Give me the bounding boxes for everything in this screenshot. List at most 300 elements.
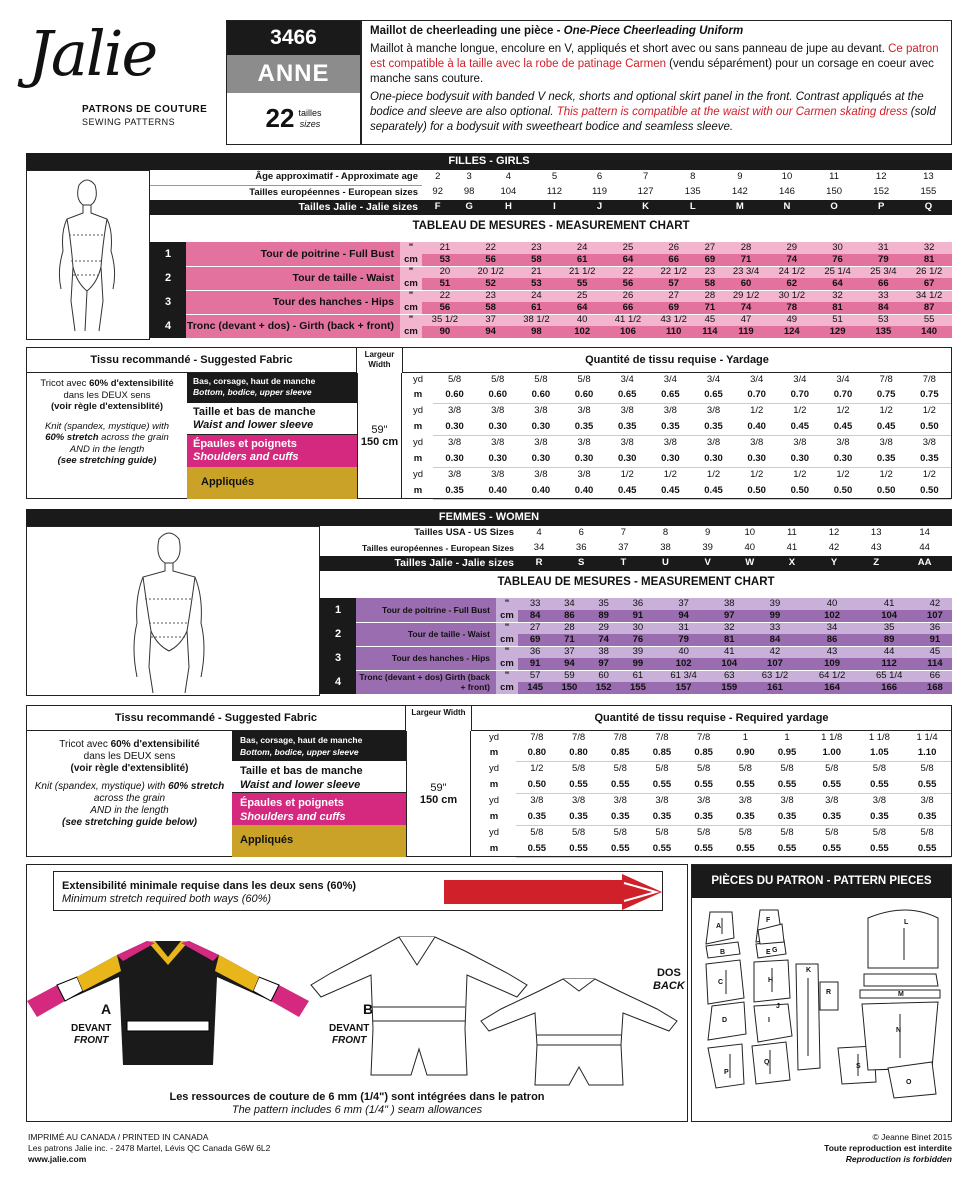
measure-cell: 25 bbox=[605, 242, 651, 254]
unit-label: yd bbox=[412, 468, 424, 480]
measure-cell: 53 bbox=[514, 278, 560, 290]
description-en bbox=[370, 90, 943, 135]
measure-cell: 25 bbox=[559, 290, 605, 302]
cell: G bbox=[465, 201, 473, 213]
unit-label: yd bbox=[488, 794, 500, 806]
yardage-cell: 5/8 bbox=[825, 827, 839, 838]
yardage-label-4 bbox=[187, 467, 357, 499]
measure-cell: 102 bbox=[804, 610, 861, 622]
measure-cell: 27 bbox=[518, 622, 552, 634]
yardage-cell: 0.35 bbox=[641, 809, 683, 825]
yardage-cell: 1/2 bbox=[530, 763, 544, 774]
measure-cell: 84 bbox=[746, 634, 803, 646]
yardage-cell: 3/8 bbox=[655, 795, 669, 806]
measure-cell: 43 bbox=[804, 646, 861, 658]
measure-cell: 58 bbox=[697, 278, 724, 290]
wyl3-fr: Épaules et poignets bbox=[240, 797, 344, 809]
fabric-en-line2 bbox=[27, 432, 187, 444]
girls-age-label: Âge approximatif - Approximate age bbox=[150, 170, 422, 185]
cell: 5 bbox=[551, 171, 558, 183]
yardage-cell: 5/8 bbox=[613, 763, 627, 774]
women-yardage-row bbox=[472, 825, 951, 841]
measure-cell: 86 bbox=[552, 610, 586, 622]
yl1-en: Bottom, bodice, upper sleeve bbox=[193, 387, 312, 397]
yardage-cell: 5/8 bbox=[872, 827, 887, 838]
measure-cell: 38 bbox=[712, 598, 746, 610]
cell: L bbox=[689, 201, 696, 213]
measure-cell: 79 bbox=[860, 254, 906, 266]
pattern-number: 3466 bbox=[227, 21, 360, 55]
measure-cell: 37 bbox=[468, 314, 514, 326]
measure-cell: 74 bbox=[723, 302, 769, 314]
yardage-cell: 0.55 bbox=[903, 841, 951, 857]
yardage-cell: 0.35 bbox=[562, 419, 605, 435]
cell: U bbox=[662, 557, 669, 569]
unit-label: yd bbox=[412, 404, 424, 416]
illustration-block bbox=[26, 864, 688, 1122]
girls-size-table bbox=[150, 170, 952, 237]
cell: 4 bbox=[505, 171, 512, 183]
measure-cell: 78 bbox=[769, 302, 815, 314]
yardage-cell: 0.95 bbox=[766, 746, 808, 761]
girls-meas-row bbox=[150, 290, 952, 302]
yardage-cell: 0.30 bbox=[519, 451, 562, 467]
yardage-cell: 3/8 bbox=[750, 437, 764, 448]
measure-cell: 25 1/4 bbox=[815, 266, 861, 278]
measure-cell: 109 bbox=[804, 658, 861, 670]
yardage-cell: 0.45 bbox=[606, 483, 649, 499]
measure-cell: 61 bbox=[621, 670, 655, 682]
cell: 10 bbox=[781, 171, 793, 183]
yardage-cell: 0.55 bbox=[725, 841, 767, 857]
measure-cell: 45 bbox=[918, 646, 952, 658]
view-b-devant: DEVANT bbox=[329, 1023, 370, 1034]
back-back: BACK bbox=[653, 980, 685, 992]
cell: H bbox=[504, 201, 512, 213]
unit-label: yd bbox=[412, 436, 424, 448]
measure-cell: 76 bbox=[621, 634, 655, 646]
yardage-cell: 0.50 bbox=[865, 483, 908, 499]
yardage-cell: 5/8 bbox=[780, 763, 794, 774]
yardage-cell: 7/8 bbox=[697, 732, 711, 744]
wfabric-fr-line1 bbox=[27, 739, 232, 751]
yardage-cell: 0.70 bbox=[821, 388, 864, 403]
cell: 152 bbox=[873, 186, 890, 198]
yardage-cell: 0.55 bbox=[856, 841, 904, 857]
measure-cell: 104 bbox=[861, 610, 918, 622]
unit-label: m bbox=[489, 842, 499, 854]
yardage-cell: 0.85 bbox=[683, 746, 725, 761]
title-en: One-Piece Cheerleading Uniform bbox=[563, 25, 744, 37]
measure-cell: 140 bbox=[906, 326, 952, 338]
yardage-cell: 0.50 bbox=[821, 483, 864, 499]
measure-cell: 60 bbox=[587, 670, 621, 682]
yardage-cell: 3/8 bbox=[534, 437, 548, 448]
measure-cell: 23 bbox=[468, 290, 514, 302]
measure-cell: 84 bbox=[860, 302, 906, 314]
piece-letter-m: M bbox=[898, 991, 904, 998]
yardage-cell: 3/8 bbox=[447, 405, 462, 416]
yardage-cell: 1/2 bbox=[879, 469, 893, 480]
yardage-cell: 3/8 bbox=[825, 795, 839, 806]
size-count-label bbox=[298, 108, 321, 130]
yardage-cell: 3/8 bbox=[491, 469, 505, 480]
cell: P bbox=[878, 201, 885, 213]
measure-cell: 36 bbox=[918, 622, 952, 634]
yardage-cell: 5/8 bbox=[491, 374, 505, 386]
unit-label: m bbox=[489, 810, 499, 822]
cell: X bbox=[788, 557, 796, 569]
girls-chart-title-row bbox=[150, 215, 952, 237]
measure-cell: 71 bbox=[697, 302, 724, 314]
yl2-en: Waist and lower sleeve bbox=[193, 419, 314, 431]
yardage-cell: 0.45 bbox=[649, 483, 692, 499]
yardage-cell: 1/2 bbox=[750, 469, 764, 480]
women-us-row bbox=[320, 526, 952, 541]
yardage-cell: 0.30 bbox=[821, 451, 864, 467]
measure-cell: 34 1/2 bbox=[906, 290, 952, 302]
measure-cell: 57 bbox=[518, 670, 552, 682]
desc-fr: Maillot à manche longue, encolure en V, appliqués et short avec ou sans panneau de jupe au devant. bbox=[370, 43, 889, 55]
measure-cell: 22 bbox=[468, 242, 514, 254]
piece-letter-r: R bbox=[826, 989, 832, 996]
fabric-fr-3: (voir règle d'extensiblité) bbox=[50, 401, 164, 412]
yardage-cell: 0.55 bbox=[766, 777, 808, 793]
seam-allowance bbox=[27, 1091, 687, 1117]
girl-body-icon bbox=[27, 171, 149, 339]
cell: S bbox=[578, 557, 585, 569]
measure-label: Tronc (devant + dos) - Girth (back + front) bbox=[186, 314, 400, 338]
yardage-cell: 0.50 bbox=[735, 483, 778, 499]
yardage-cell: 0.30 bbox=[606, 451, 649, 467]
cell: 4 bbox=[536, 527, 542, 539]
cell: 2 bbox=[435, 171, 441, 183]
yardage-cell: 5/8 bbox=[530, 827, 544, 838]
measure-cell: 57 bbox=[651, 278, 697, 290]
measure-cell: 31 bbox=[860, 242, 906, 254]
piece-letter-o: O bbox=[906, 1079, 912, 1086]
yardage-cell: 0.80 bbox=[516, 746, 558, 761]
unit-label: m bbox=[413, 484, 423, 496]
yardage-cell: 5/8 bbox=[697, 827, 711, 838]
yardage-cell: 3/8 bbox=[836, 437, 850, 448]
women-measurements bbox=[320, 598, 952, 695]
measure-cell: 51 bbox=[815, 314, 861, 326]
measure-cell: 45 bbox=[697, 314, 724, 326]
size-count bbox=[227, 93, 360, 144]
yardage-cell: 0.55 bbox=[808, 777, 856, 793]
measure-cell: 65 1/4 bbox=[861, 670, 918, 682]
measure-cell: 49 bbox=[769, 314, 815, 326]
yardage-cell: 0.75 bbox=[865, 388, 908, 403]
cell: 37 bbox=[618, 542, 629, 554]
women-fabric-text bbox=[27, 739, 232, 829]
stretch-guide bbox=[53, 871, 663, 911]
measure-cell: 64 1/2 bbox=[804, 670, 861, 682]
girls-measurements bbox=[150, 242, 952, 339]
measure-cell: 106 bbox=[605, 326, 651, 338]
measure-cell: 102 bbox=[655, 658, 712, 670]
cell: 104 bbox=[500, 186, 517, 198]
yl2-fr: Taille et bas de manche bbox=[193, 406, 316, 418]
measure-cell: 22 bbox=[605, 266, 651, 278]
girls-jalie-label: Tailles Jalie - Jalie sizes bbox=[298, 201, 418, 214]
measure-cell: 39 bbox=[621, 646, 655, 658]
measure-cell: 59 bbox=[552, 670, 586, 682]
yardage-cell: 0.40 bbox=[562, 483, 605, 499]
stretch-fr: Extensibilité minimale requise dans les deux sens (60%) bbox=[62, 880, 357, 892]
yardage-cell: 1/2 bbox=[922, 469, 936, 480]
measure-cell: 26 bbox=[651, 242, 697, 254]
yl3-en: Shoulders and cuffs bbox=[193, 451, 299, 463]
measure-cell: 104 bbox=[712, 658, 746, 670]
measure-cell: 30 bbox=[621, 622, 655, 634]
yardage-cell: 3/8 bbox=[491, 437, 505, 448]
yardage-cell: 7/8 bbox=[922, 374, 936, 386]
measure-cell: 32 bbox=[906, 242, 952, 254]
girls-jalie-row bbox=[150, 200, 952, 215]
yardage-cell: 1.00 bbox=[808, 746, 856, 761]
yardage-cell: 3/8 bbox=[922, 437, 936, 448]
yardage-cell: 3/8 bbox=[577, 405, 591, 416]
cell: 44 bbox=[919, 542, 930, 554]
measure-cell: 22 bbox=[422, 290, 468, 302]
yardage-cell: 3/4 bbox=[663, 374, 677, 386]
measure-cell: 98 bbox=[514, 326, 560, 338]
yardage-cell: 0.60 bbox=[519, 388, 562, 403]
girls-meas-row bbox=[150, 242, 952, 254]
measure-cell: 84 bbox=[518, 610, 552, 622]
yardage-cell: 5/8 bbox=[655, 763, 669, 774]
yardage-cell: 3/8 bbox=[706, 437, 721, 448]
yardage-cell: 1/2 bbox=[706, 469, 721, 480]
cell: 119 bbox=[591, 186, 608, 198]
measure-cell: 41 bbox=[712, 646, 746, 658]
measure-cell: 119 bbox=[723, 326, 769, 338]
yardage-cell: 0.45 bbox=[692, 483, 735, 499]
width-in: 59" bbox=[371, 424, 388, 436]
measure-cell: 164 bbox=[804, 682, 861, 694]
pieces-header: PIÈCES DU PATRON - PATTERN PIECES bbox=[692, 865, 951, 898]
measure-cell: 40 bbox=[804, 598, 861, 610]
yardage-cell: 1 bbox=[742, 732, 749, 744]
women-yardage-row bbox=[472, 793, 951, 809]
measure-cell: 47 bbox=[723, 314, 769, 326]
fabric-en-line1 bbox=[27, 421, 187, 433]
yardage-cell: 0.30 bbox=[649, 451, 692, 467]
pattern-id-box bbox=[226, 20, 361, 145]
unit-label: m bbox=[413, 389, 423, 401]
piece-letter-e: E bbox=[766, 949, 771, 956]
yardage-cell: 0.65 bbox=[606, 388, 649, 403]
measure-label: Tour des hanches - Hips bbox=[356, 646, 496, 670]
measure-cell: 36 bbox=[621, 598, 655, 610]
measure-cell: 22 1/2 bbox=[651, 266, 697, 278]
girls-width-header: Largeur Width bbox=[364, 350, 395, 369]
women-width bbox=[406, 731, 471, 857]
yardage-cell: 0.50 bbox=[908, 419, 951, 435]
size-count-en: sizes bbox=[299, 118, 321, 129]
measure-cell: 42 bbox=[746, 646, 803, 658]
yardage-cell: 0.60 bbox=[476, 388, 519, 403]
wfabric-en-1: Knit (spandex, mystique) with bbox=[34, 781, 169, 792]
footer-address: Les patrons Jalie inc. - 2478 Martel, Lévis QC Canada G6W 6L2 bbox=[28, 1143, 271, 1153]
measure-cell: 53 bbox=[860, 314, 906, 326]
desc-en: One-piece bodysuit with banded V neck, shorts and optional skirt panel in the front. Contrast appliqués at the bodice and sleeve are also optional. bbox=[370, 91, 924, 118]
yardage-cell: 1/2 bbox=[793, 469, 807, 480]
piece-letter-c: C bbox=[718, 979, 724, 986]
yardage-cell: 0.40 bbox=[735, 419, 778, 435]
wfabric-fr-1: Tricot avec bbox=[59, 739, 111, 750]
yardage-cell: 0.45 bbox=[821, 419, 864, 435]
piece-letter-j: J bbox=[776, 1003, 780, 1010]
yardage-label-1 bbox=[187, 373, 357, 403]
yardage-cell: 0.30 bbox=[519, 419, 562, 435]
unit-label: cm bbox=[400, 254, 422, 266]
cell: R bbox=[535, 557, 543, 569]
wyl1-fr: Bas, corsage, haut de manche bbox=[240, 735, 363, 745]
fabric-en-3: AND in the length bbox=[69, 443, 145, 455]
women-header: FEMMES - WOMEN bbox=[26, 509, 952, 526]
yardage-cell: 7/8 bbox=[571, 732, 586, 744]
yardage-cell: 0.55 bbox=[725, 777, 767, 793]
footer-left bbox=[28, 1132, 270, 1165]
measure-cell: 23 3/4 bbox=[723, 266, 769, 278]
yardage-cell: 7/8 bbox=[530, 732, 544, 744]
yardage-cell: 3/8 bbox=[491, 405, 505, 416]
yardage-cell: 0.45 bbox=[778, 419, 821, 435]
cell: 98 bbox=[463, 186, 475, 198]
cell: 42 bbox=[828, 542, 840, 554]
view-a-front: FRONT bbox=[73, 1035, 109, 1046]
measure-cell: 27 bbox=[697, 242, 724, 254]
piece-letter-p: P bbox=[724, 1069, 729, 1076]
girls-width bbox=[357, 373, 402, 499]
measure-cell: 32 bbox=[815, 290, 861, 302]
unit-label: cm bbox=[496, 634, 518, 646]
yardage-cell: 0.30 bbox=[433, 451, 476, 467]
measure-cell: 76 bbox=[815, 254, 861, 266]
yardage-cell: 0.35 bbox=[903, 809, 951, 825]
wyardage-label-4 bbox=[232, 825, 406, 857]
measure-cell: 74 bbox=[769, 254, 815, 266]
fabric-fr-b: 60% d'extensibilité bbox=[89, 378, 174, 389]
cell: AA bbox=[917, 557, 932, 569]
girls-yardage-row bbox=[403, 435, 951, 451]
measure-cell: 27 bbox=[651, 290, 697, 302]
yardage-cell: 5/8 bbox=[571, 763, 586, 774]
logo-word: Jalie bbox=[28, 17, 157, 90]
cell: 3 bbox=[466, 171, 472, 183]
yardage-cell: 0.30 bbox=[778, 451, 821, 467]
footer-copy: © Jeanne Binet 2015 bbox=[872, 1132, 952, 1142]
measure-cell: 26 1/2 bbox=[906, 266, 952, 278]
girls-yardage-row bbox=[403, 403, 951, 419]
measure-number: 3 bbox=[150, 290, 186, 314]
cell: 10 bbox=[744, 527, 756, 539]
women-fabric-block bbox=[26, 705, 952, 857]
measure-cell: 69 bbox=[697, 254, 724, 266]
cell: 12 bbox=[828, 527, 840, 539]
cell: 8 bbox=[690, 171, 696, 183]
yardage-cell: 0.35 bbox=[649, 419, 692, 435]
cell: 9 bbox=[737, 171, 743, 183]
women-jalie-row bbox=[320, 556, 952, 571]
yardage-cell: 0.60 bbox=[433, 388, 476, 403]
yardage-cell: 5/8 bbox=[780, 827, 794, 838]
yardage-cell: 0.55 bbox=[599, 777, 641, 793]
yardage-cell: 0.55 bbox=[599, 841, 641, 857]
cell: O bbox=[830, 201, 838, 213]
yardage-cell: 0.30 bbox=[476, 451, 519, 467]
measure-cell: 29 1/2 bbox=[723, 290, 769, 302]
unit-label: yd bbox=[488, 732, 500, 744]
yardage-cell: 3/8 bbox=[534, 405, 548, 416]
yardage-cell: 3/8 bbox=[620, 405, 634, 416]
wyl1-en: Bottom, bodice, upper sleeve bbox=[240, 747, 359, 757]
yardage-cell: 0.80 bbox=[558, 746, 600, 761]
yardage-cell: 0.55 bbox=[641, 777, 683, 793]
wfabric-fr-b: 60% d'extensibilité bbox=[110, 739, 200, 750]
yardage-cell: 0.55 bbox=[808, 841, 856, 857]
women-chart-title-row bbox=[320, 571, 952, 593]
measure-cell: 99 bbox=[621, 658, 655, 670]
yardage-cell: 7/8 bbox=[655, 732, 669, 744]
yardage-cell: 1/2 bbox=[879, 405, 893, 416]
yardage-cell: 0.55 bbox=[641, 841, 683, 857]
cell: 146 bbox=[779, 186, 795, 198]
view-b-label bbox=[329, 1023, 369, 1047]
measure-cell: 23 bbox=[514, 242, 560, 254]
yardage-cell: 1 1/8 bbox=[868, 732, 890, 744]
yardage-cell: 1/2 bbox=[922, 405, 936, 416]
yardage-cell: 3/4 bbox=[793, 374, 807, 386]
girls-yardage-row bbox=[403, 467, 951, 483]
yardage-cell: 3/8 bbox=[872, 795, 887, 806]
cell: Q bbox=[924, 201, 933, 213]
desc-fr-end: (vendu séparément) pour un corsage en coeur avec manche sans couture. bbox=[370, 58, 934, 85]
yardage-cell: 5/8 bbox=[872, 763, 887, 774]
women-us-label: Tailles USA - US Sizes bbox=[414, 527, 514, 539]
measure-label: Tour des hanches - Hips bbox=[186, 290, 400, 314]
yardage-cell: 3/8 bbox=[706, 405, 721, 416]
yardage-cell: 0.35 bbox=[908, 451, 951, 467]
yardage-cell: 0.35 bbox=[558, 809, 600, 825]
footer-web[interactable]: www.jalie.com bbox=[28, 1154, 87, 1164]
pattern-name: ANNE bbox=[227, 55, 360, 93]
unit-label: " bbox=[400, 266, 422, 278]
measure-cell: 69 bbox=[518, 634, 552, 646]
logo-line1: PATRONS DE COUTURE bbox=[82, 104, 208, 115]
measure-cell: 94 bbox=[552, 658, 586, 670]
yardage-cell: 0.60 bbox=[562, 388, 605, 403]
unit-label: cm bbox=[496, 658, 518, 670]
piece-letter-a: A bbox=[716, 923, 722, 930]
measure-cell: 44 bbox=[861, 646, 918, 658]
measure-cell: 35 bbox=[861, 622, 918, 634]
yardage-cell: 5/8 bbox=[655, 827, 669, 838]
measure-cell: 21 1/2 bbox=[559, 266, 605, 278]
measure-cell: 23 bbox=[697, 266, 724, 278]
women-chart-title: TABLEAU DE MESURES - MEASUREMENT CHART bbox=[497, 575, 775, 588]
wfabric-en-2: across the grain bbox=[93, 793, 166, 804]
yardage-cell: 0.35 bbox=[856, 809, 904, 825]
measure-cell: 99 bbox=[746, 610, 803, 622]
cell: 8 bbox=[662, 527, 669, 539]
cell: 13 bbox=[870, 527, 882, 539]
wyardage-label-1 bbox=[232, 731, 406, 761]
measure-cell: 21 bbox=[422, 242, 468, 254]
